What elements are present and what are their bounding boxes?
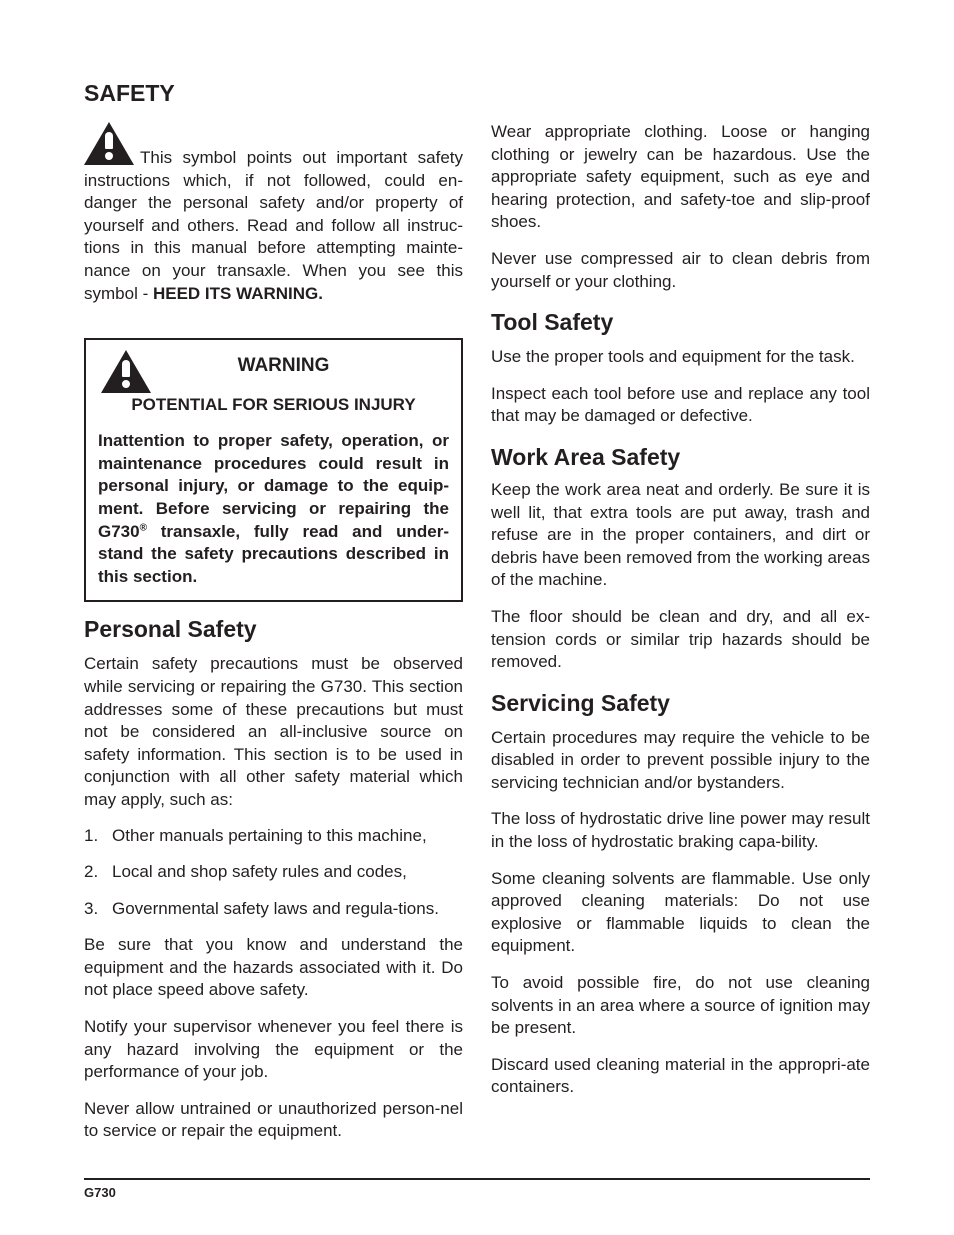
list-item — [84, 825, 463, 848]
warning-subtitle: POTENTIAL FOR SERIOUS INJURY — [131, 395, 416, 415]
personal-safety-p2: Be sure that you know and understand the equipment and the hazards associated with it. Do not place speed above safety. — [84, 935, 463, 1000]
warning-body-text-1: Inattention to proper safety, operation, or maintenance procedures could result in personal injury, or damage to the equip-ment. Before servicing or repairing the G730 — [98, 431, 449, 541]
list-number: 2. — [84, 862, 99, 882]
clothing-paragraph: Wear appropriate clothing. Loose or hanging clothing or jewelry can be hazardous. Use the appropriate safety equipment, such as eye and hearing protection, and safety-toe and slip-proof shoes. — [491, 122, 870, 232]
footer-rule — [84, 1178, 870, 1180]
work-area-p2: The floor should be clean and dry, and all ex-tension cords or similar trip hazards should be removed. — [491, 606, 870, 672]
list-text: Other manuals pertaining to this machine, — [112, 826, 427, 846]
work-area-safety-heading: Work Area Safety — [491, 443, 681, 470]
intro-paragraph — [84, 122, 463, 305]
intro-text: This symbol points out important safety instructions which, if not followed, could en-danger the personal safety and/or property of yourself and others. Read and follow all instruc-tions in this manual before attempting mainte-nance on your transaxle. When you see this symbol - — [84, 148, 463, 303]
warning-body — [98, 430, 449, 588]
list-item — [84, 861, 463, 884]
right-column — [491, 121, 870, 1099]
tool-safety-p1: Use the proper tools and equipment for the task. — [491, 347, 855, 367]
intro-emphasis: HEED ITS WARNING. — [152, 283, 323, 303]
warning-triangle-icon — [84, 122, 134, 165]
servicing-safety-heading: Servicing Safety — [491, 689, 670, 716]
registered-mark: ® — [139, 521, 147, 533]
warning-box — [84, 338, 463, 602]
servicing-p3: Some cleaning solvents are flammable. Use only approved cleaning materials: Do not use explosive or flammable liquids to clean the equipment. — [491, 868, 870, 956]
list-number: 1. — [84, 826, 99, 846]
warning-body-text-2: transaxle, fully read and under-stand the safety precautions described in this section. — [98, 521, 449, 586]
safety-material-list — [84, 825, 463, 920]
tool-safety-heading: Tool Safety — [491, 309, 614, 336]
servicing-p4: To avoid possible fire, do not use cleaning solvents in an area where a source of ignition may be present. — [491, 973, 870, 1038]
warning-title: WARNING — [237, 355, 330, 377]
personal-safety-heading: Personal Safety — [84, 616, 257, 643]
tool-safety-p2: Inspect each tool before use and replace any tool that may be damaged or defective. — [491, 383, 870, 426]
servicing-p5: Discard used cleaning material in the appropri-ate containers. — [491, 1054, 870, 1097]
warning-triangle-icon — [101, 350, 151, 393]
list-text: Governmental safety laws and regula-tions. — [112, 898, 439, 918]
compressed-air-paragraph: Never use compressed air to clean debris from yourself or your clothing. — [491, 248, 870, 291]
section-title: SAFETY — [84, 80, 175, 106]
left-column — [84, 78, 463, 1143]
list-text: Local and shop safety rules and codes, — [112, 862, 407, 882]
list-number: 3. — [84, 898, 99, 918]
list-item — [84, 898, 463, 921]
personal-safety-p3: Notify your supervisor whenever you feel there is any hazard involving the equipment or the performance of your job. — [84, 1017, 463, 1082]
servicing-p1: Certain procedures may require the vehicle to be disabled in order to prevent possible injury to the servicing technician and/or bystanders. — [491, 727, 870, 792]
personal-safety-p4: Never allow untrained or unauthorized person-nel to service or repair the equipment. — [84, 1098, 463, 1141]
footer-code: G730 — [84, 1185, 116, 1200]
personal-safety-p1: Certain safety precautions must be observed while servicing or repairing the G730. This section addresses some of these precautions but must not be considered an all-inclusive source on safety information. This section is to be used in conjunction with all other safety material which may apply, such as: — [84, 654, 463, 809]
work-area-p1: Keep the work area neat and orderly. Be sure it is well lit, that extra tools are put away, trash and refuse are in the proper containers, and dirt or debris have been removed from the working areas of the machine. — [491, 479, 870, 590]
servicing-p2: The loss of hydrostatic drive line power may result in the loss of hydrostatic braking capa-bility. — [491, 809, 870, 852]
